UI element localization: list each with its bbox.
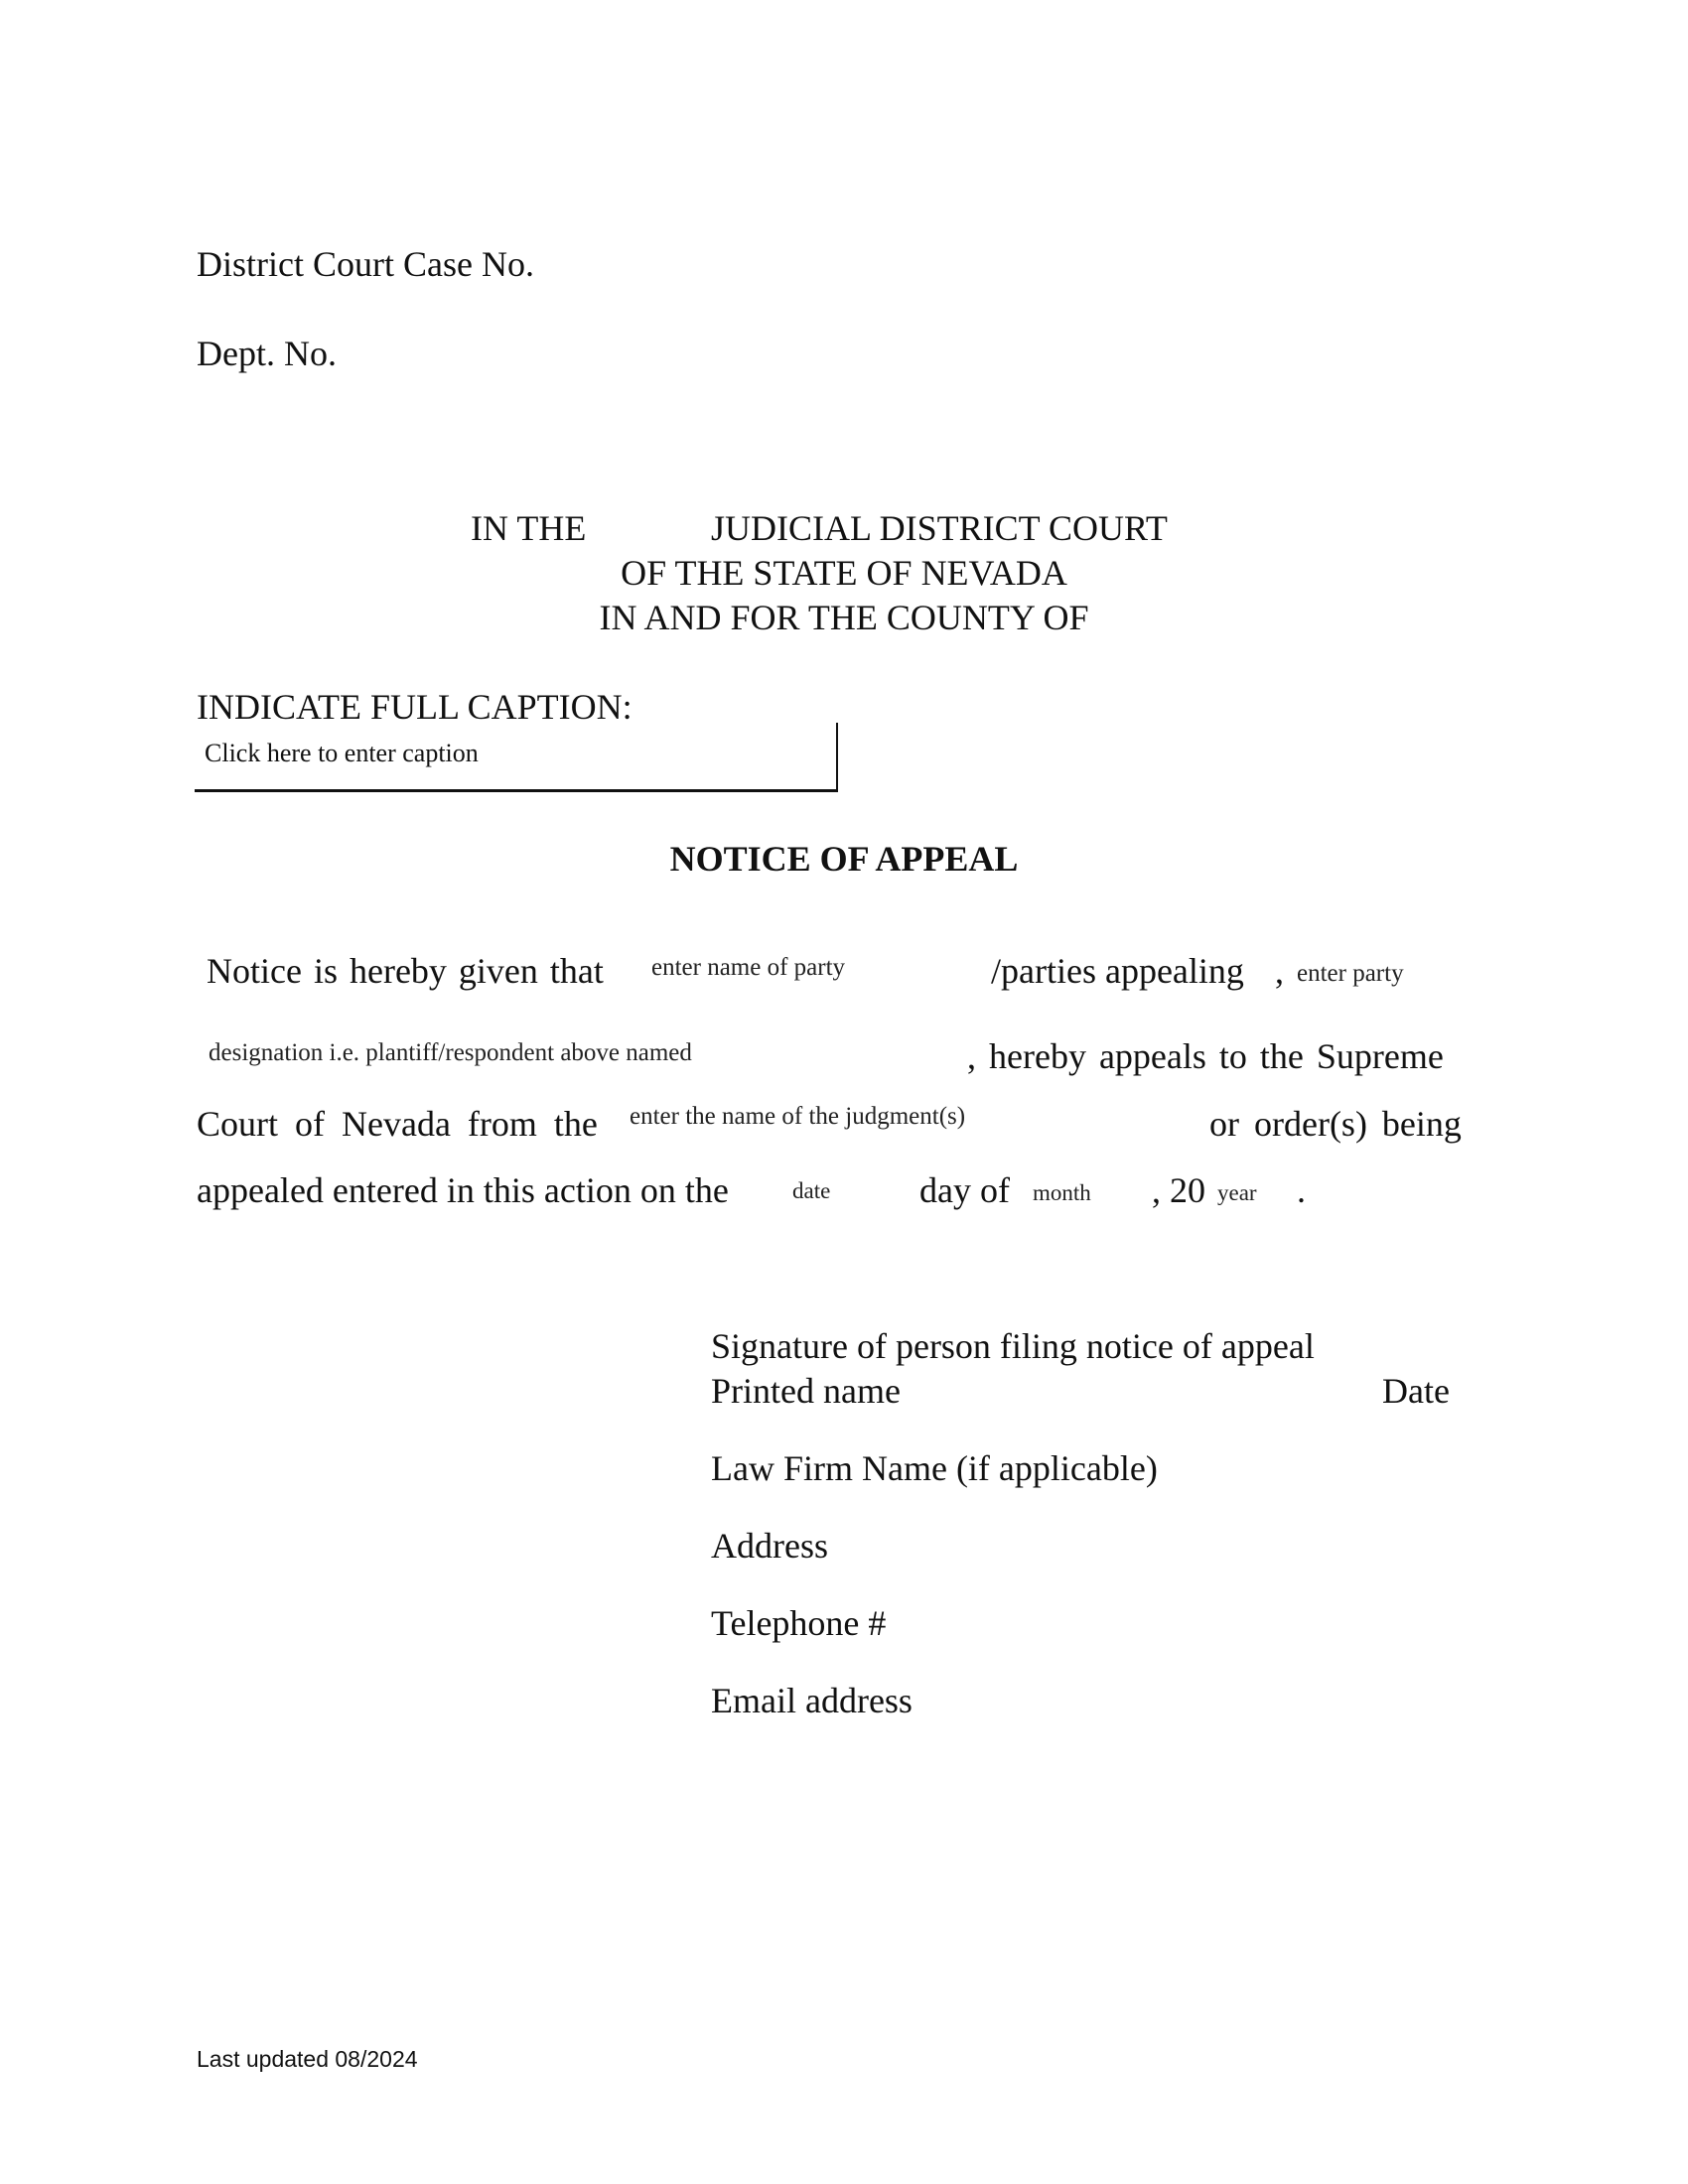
date-label: Date <box>1382 1371 1450 1411</box>
party-designation-field[interactable]: enter party <box>1297 960 1404 987</box>
court-heading-state: OF THE STATE OF NEVADA <box>621 553 1067 593</box>
court-heading-county: IN AND FOR THE COUNTY OF <box>599 598 1089 637</box>
body-text: Notice is hereby given that <box>207 951 604 991</box>
body-text: appealed entered in this action on the <box>197 1170 729 1210</box>
address-label: Address <box>711 1526 828 1566</box>
signature-label: Signature of person filing notice of appeal <box>711 1326 1315 1366</box>
judgment-name-field[interactable]: enter the name of the judgment(s) <box>630 1103 966 1130</box>
body-text: , 20 <box>1152 1170 1205 1210</box>
document-title: NOTICE OF APPEAL <box>669 839 1019 879</box>
month-field[interactable]: month <box>1033 1180 1091 1205</box>
caption-box <box>195 723 838 792</box>
body-text: , <box>1275 951 1284 991</box>
email-label: Email address <box>711 1681 913 1720</box>
body-text: day of <box>919 1170 1010 1210</box>
party-designation-field-continued[interactable]: designation i.e. plantiff/respondent above named <box>209 1039 692 1066</box>
dept-no-label: Dept. No. <box>197 334 337 373</box>
body-text: , hereby appeals to the Supreme <box>967 1036 1444 1076</box>
date-field[interactable]: date <box>792 1178 831 1203</box>
law-firm-label: Law Firm Name (if applicable) <box>711 1448 1158 1488</box>
caption-input[interactable]: Click here to enter caption <box>205 739 479 767</box>
body-text: /parties appealing <box>991 951 1244 991</box>
body-text: or order(s) being <box>1209 1104 1462 1144</box>
caption-label: INDICATE FULL CAPTION: <box>197 687 633 727</box>
body-text: Court of Nevada from the <box>197 1104 598 1144</box>
telephone-label: Telephone # <box>711 1603 887 1643</box>
year-field[interactable]: year <box>1217 1180 1257 1205</box>
party-name-field[interactable]: enter name of party <box>651 954 846 981</box>
court-heading-judicial-district-court: JUDICIAL DISTRICT COURT <box>711 508 1168 548</box>
court-heading-in-the: IN THE <box>471 508 587 548</box>
district-court-case-no-label: District Court Case No. <box>197 244 534 284</box>
last-updated-footer: Last updated 08/2024 <box>197 2046 418 2072</box>
body-text: . <box>1297 1170 1306 1210</box>
printed-name-label: Printed name <box>711 1371 901 1411</box>
